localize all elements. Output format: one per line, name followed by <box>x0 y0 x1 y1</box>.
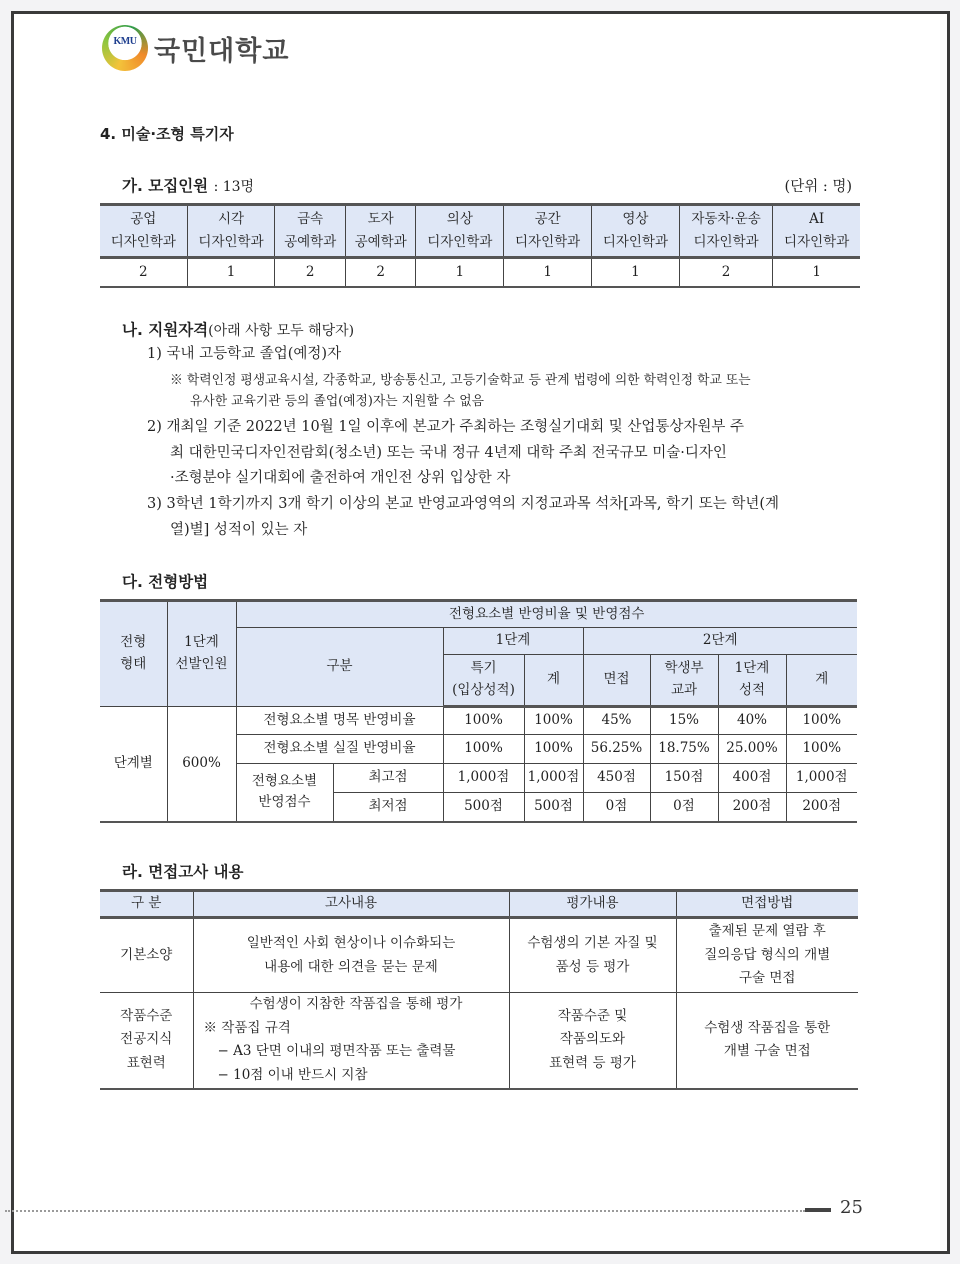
cell: 0점 <box>650 793 718 822</box>
dept-header: 자동차·운송 디자인학과 <box>679 205 772 258</box>
row-label: 최고점 <box>333 764 443 793</box>
footer-dash <box>805 1208 831 1212</box>
dept-count: 2 <box>275 258 346 288</box>
stage2-total-header: 계 <box>786 655 857 707</box>
group-header: 전형요소별 반영비율 및 반영점수 <box>236 601 857 628</box>
university-name: 국민대학교 <box>154 35 290 67</box>
interview-header: 면접 <box>583 655 650 707</box>
eligibility-note: (아래 사항 모두 해당자) <box>208 323 355 339</box>
dept-header: 공간 디자인학과 <box>504 205 592 258</box>
cell: 100% <box>443 735 524 764</box>
category-cell: 기본소양 <box>100 918 193 993</box>
section-title: 4. 미술·조형 특기자 <box>100 125 234 143</box>
selection-header-row-1 <box>100 601 857 628</box>
dept-header: 도자 공예학과 <box>345 205 416 258</box>
selection-table <box>100 599 857 823</box>
header-content: 고사내용 <box>193 891 509 918</box>
method-cell: 수험생 작품집을 통한 개별 구술 면접 <box>676 993 858 1089</box>
cell: 200점 <box>718 793 786 822</box>
cell: 0점 <box>583 793 650 822</box>
recruitment-count-row <box>100 258 860 288</box>
row-label: 최저점 <box>333 793 443 822</box>
eligibility-item-1: 1) 국내 고등학교 졸업(예정)자 <box>147 346 342 362</box>
university-logo <box>102 24 289 72</box>
interview-header-row <box>100 891 858 918</box>
cell: 1,000점 <box>524 764 583 793</box>
eligibility-item-3-line2: 열)별] 성적이 있는 자 <box>170 522 308 538</box>
dept-header: 금속 공예학과 <box>275 205 346 258</box>
eligibility-note-1: ※ 학력인정 평생교육시설, 각종학교, 방송통신고, 고등기술학교 등 관계 법령에 의한 학력인정 학교 또는 <box>170 373 751 388</box>
dept-count: 1 <box>416 258 504 288</box>
cell: 100% <box>786 735 857 764</box>
type-value: 단계별 <box>100 707 167 822</box>
selection-heading: 다. 전형방법 <box>122 573 209 591</box>
dept-count: 1 <box>187 258 275 288</box>
eligibility-heading: 나. 지원자격(아래 사항 모두 해당자) <box>122 321 355 339</box>
table-row <box>100 707 857 735</box>
stage1-header: 1단계 <box>443 628 583 655</box>
header-evaluation: 평가내용 <box>509 891 676 918</box>
recruitment-table <box>100 203 860 288</box>
stage1-ratio-header: 1단계 선발인원 <box>167 601 236 707</box>
cell: 100% <box>786 707 857 735</box>
score-label: 전형요소별 반영점수 <box>236 764 333 822</box>
footer-divider <box>5 1210 805 1212</box>
cell: 500점 <box>443 793 524 822</box>
cell: 450점 <box>583 764 650 793</box>
recruitment-heading: 가. 모집인원 : 13명 <box>122 177 255 195</box>
interview-heading: 라. 면접고사 내용 <box>122 863 244 881</box>
eligibility-note-2: 유사한 교육기관 등의 졸업(예정)자는 지원할 수 없음 <box>190 394 484 409</box>
eligibility-item-2-line1: 2) 개최일 기준 2022년 10월 1일 이후에 본교가 주최하는 조형실기대회 및 산업통상자원부 주 <box>147 419 744 435</box>
cell: 100% <box>443 707 524 735</box>
dept-header: 영상 디자인학과 <box>592 205 680 258</box>
content-cell: 수험생이 지참한 작품집을 통해 평가 ※ 작품집 규격 − A3 단면 이내의 평면작품 또는 출력물 − 10점 이내 반드시 지참 <box>193 993 509 1089</box>
dept-count: 2 <box>679 258 772 288</box>
cell: 100% <box>524 735 583 764</box>
recruitment-total: : 13명 <box>213 179 255 195</box>
dept-header: 공업 디자인학과 <box>110 211 176 250</box>
dept-header: 의상 디자인학과 <box>416 205 504 258</box>
recruitment-header-row <box>100 205 860 258</box>
cell: 15% <box>650 707 718 735</box>
cell: 150점 <box>650 764 718 793</box>
dept-count: 2 <box>345 258 416 288</box>
dept-count: 2 <box>100 258 187 288</box>
stage1-total-header: 계 <box>524 655 583 707</box>
table-row <box>100 993 858 1089</box>
eligibility-item-3-line1: 3) 3학년 1학기까지 3개 학기 이상의 본교 반영교과영역의 지정교과목 석차[과목, 학기 또는 학년(계 <box>147 496 780 512</box>
table-row <box>100 918 858 993</box>
cell: 1,000점 <box>786 764 857 793</box>
stage2-header: 2단계 <box>583 628 857 655</box>
eligibility-item-2-line3: ·조형분야 실기대회에 출전하여 개인전 상위 입상한 자 <box>170 470 511 486</box>
stage1-score-header: 1단계 성적 <box>718 655 786 707</box>
cell: 500점 <box>524 793 583 822</box>
dept-header: AI 디자인학과 <box>773 205 860 258</box>
dept-header: 시각 디자인학과 <box>187 205 275 258</box>
header-method: 면접방법 <box>676 891 858 918</box>
category-header: 구분 <box>236 628 443 707</box>
cell: 400점 <box>718 764 786 793</box>
interview-table <box>100 889 858 1090</box>
category-cell: 작품수준 전공지식 표현력 <box>100 993 193 1089</box>
dept-count: 1 <box>504 258 592 288</box>
ratio-value: 600% <box>167 707 236 822</box>
cell: 200점 <box>786 793 857 822</box>
eligibility-item-2-line2: 최 대한민국디자인전람회(청소년) 또는 국내 정규 4년제 대학 주최 전국규모 미술·디자인 <box>170 445 727 461</box>
cell: 18.75% <box>650 735 718 764</box>
content-cell: 일반적인 사회 현상이나 이슈화되는 내용에 대한 의견을 묻는 문제 <box>193 918 509 993</box>
dept-count: 1 <box>592 258 680 288</box>
unit-label: (단위 : 명) <box>784 179 852 195</box>
type-header: 전형 형태 <box>100 601 167 707</box>
cell: 40% <box>718 707 786 735</box>
row-label: 전형요소별 명목 반영비율 <box>236 707 443 735</box>
dept-count: 1 <box>773 258 860 288</box>
header-category: 구 분 <box>100 891 193 918</box>
cell: 1,000점 <box>443 764 524 793</box>
page-number: 25 <box>840 1197 863 1218</box>
method-cell: 출제된 문제 열람 후 질의응답 형식의 개별 구술 면접 <box>676 918 858 993</box>
evaluation-cell: 수험생의 기본 자질 및 품성 등 평가 <box>509 918 676 993</box>
special-header: 특기 (입상성적) <box>443 655 524 707</box>
cell: 25.00% <box>718 735 786 764</box>
cell: 56.25% <box>583 735 650 764</box>
cell: 45% <box>583 707 650 735</box>
kmu-emblem-icon: KMU <box>102 25 148 71</box>
school-record-header: 학생부 교과 <box>650 655 718 707</box>
row-label: 전형요소별 실질 반영비율 <box>236 735 443 764</box>
evaluation-cell: 작품수준 및 작품의도와 표현력 등 평가 <box>509 993 676 1089</box>
cell: 100% <box>524 707 583 735</box>
